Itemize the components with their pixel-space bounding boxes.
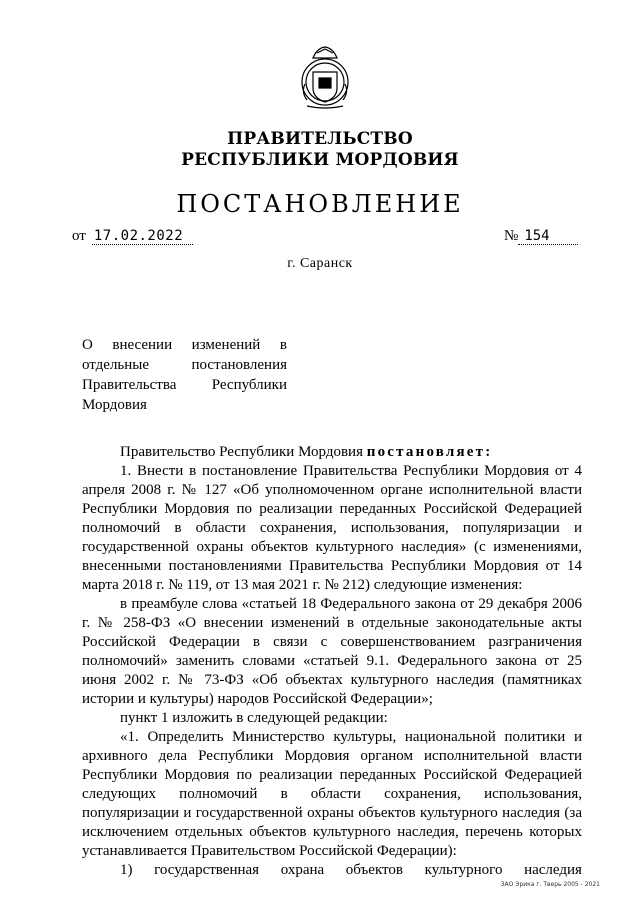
- subject-line: О внесении изменений в: [82, 337, 287, 353]
- document-subject: [82, 335, 287, 415]
- printer-mark: ЗАО Эрика г. Тверь 2005 - 2021: [500, 881, 600, 888]
- date-prefix: от: [72, 228, 86, 244]
- number-prefix: №: [504, 228, 519, 244]
- subject-line: отдельные постановления: [82, 357, 287, 373]
- paragraph-3: пункт 1 изложить в следующей редакции:: [120, 710, 388, 726]
- subject-line: Правительства Республики: [82, 377, 287, 393]
- date-value: 17.02.2022: [92, 228, 193, 245]
- number-value: 154: [518, 228, 577, 245]
- document-number: [504, 228, 578, 245]
- subject-line: Мордовия: [82, 397, 147, 413]
- paragraph-4: «1. Определить Министерство культуры, национальной политики и архивного дела Республики Мордовия органом исполнительной власти Республики Мордовия по реализации переданных Российской Федерацией следующих полномочий в области сохранения, использования, популяризации и государственной охраны объектов культурного наследия (за исключением отдельных объектов культурного наследия, перечень которых устанавливается Правительством Российской Федерации):: [82, 729, 582, 859]
- city: г. Саранск: [287, 256, 353, 271]
- document-body: [82, 443, 582, 880]
- preamble: Правительство Республики Мордовия постановляет:: [120, 444, 493, 460]
- government-title-line1: ПРАВИТЕЛЬСТВО: [227, 129, 413, 149]
- government-title-line2: РЕСПУБЛИКИ МОРДОВИЯ: [181, 150, 459, 170]
- paragraph-2: в преамбуле слова «статьей 18 Федерального закона от 29 декабря 2006 г. № 258-ФЗ «О внесении изменений в отдельные законодательные акты Российской Федерации в связи с совершенствованием разграничения полномочий» заменить словами «статьей 9.1. Федерального закона от 25 июня 2002 г. № 73-ФЗ «Об объектах культурного наследия (памятниках истории и культуры) народов Российской Федерации»;: [82, 596, 582, 707]
- paragraph-1: 1. Внести в постановление Правительства Республики Мордовия от 4 апреля 2008 г. № 127 «Об уполномоченном органе исполнительной власти Республики Мордовия по реализации переданных Российской Федерацией полномочий в области сохранения, использования, популяризации и государственной охраны объектов культурного наследия» (с изменениями, внесенными постановлениями Правительства Республики Мордовия от 14 марта 2018 г. № 119, от 13 мая 2021 г. № 212) следующие изменения:: [82, 463, 582, 593]
- document-type: ПОСТАНОВЛЕНИЕ: [176, 190, 464, 218]
- coat-of-arms-icon: [297, 44, 353, 110]
- list-item-1: 1) государственная охрана объектов культурного наследия: [120, 862, 582, 878]
- document-date: [72, 228, 193, 245]
